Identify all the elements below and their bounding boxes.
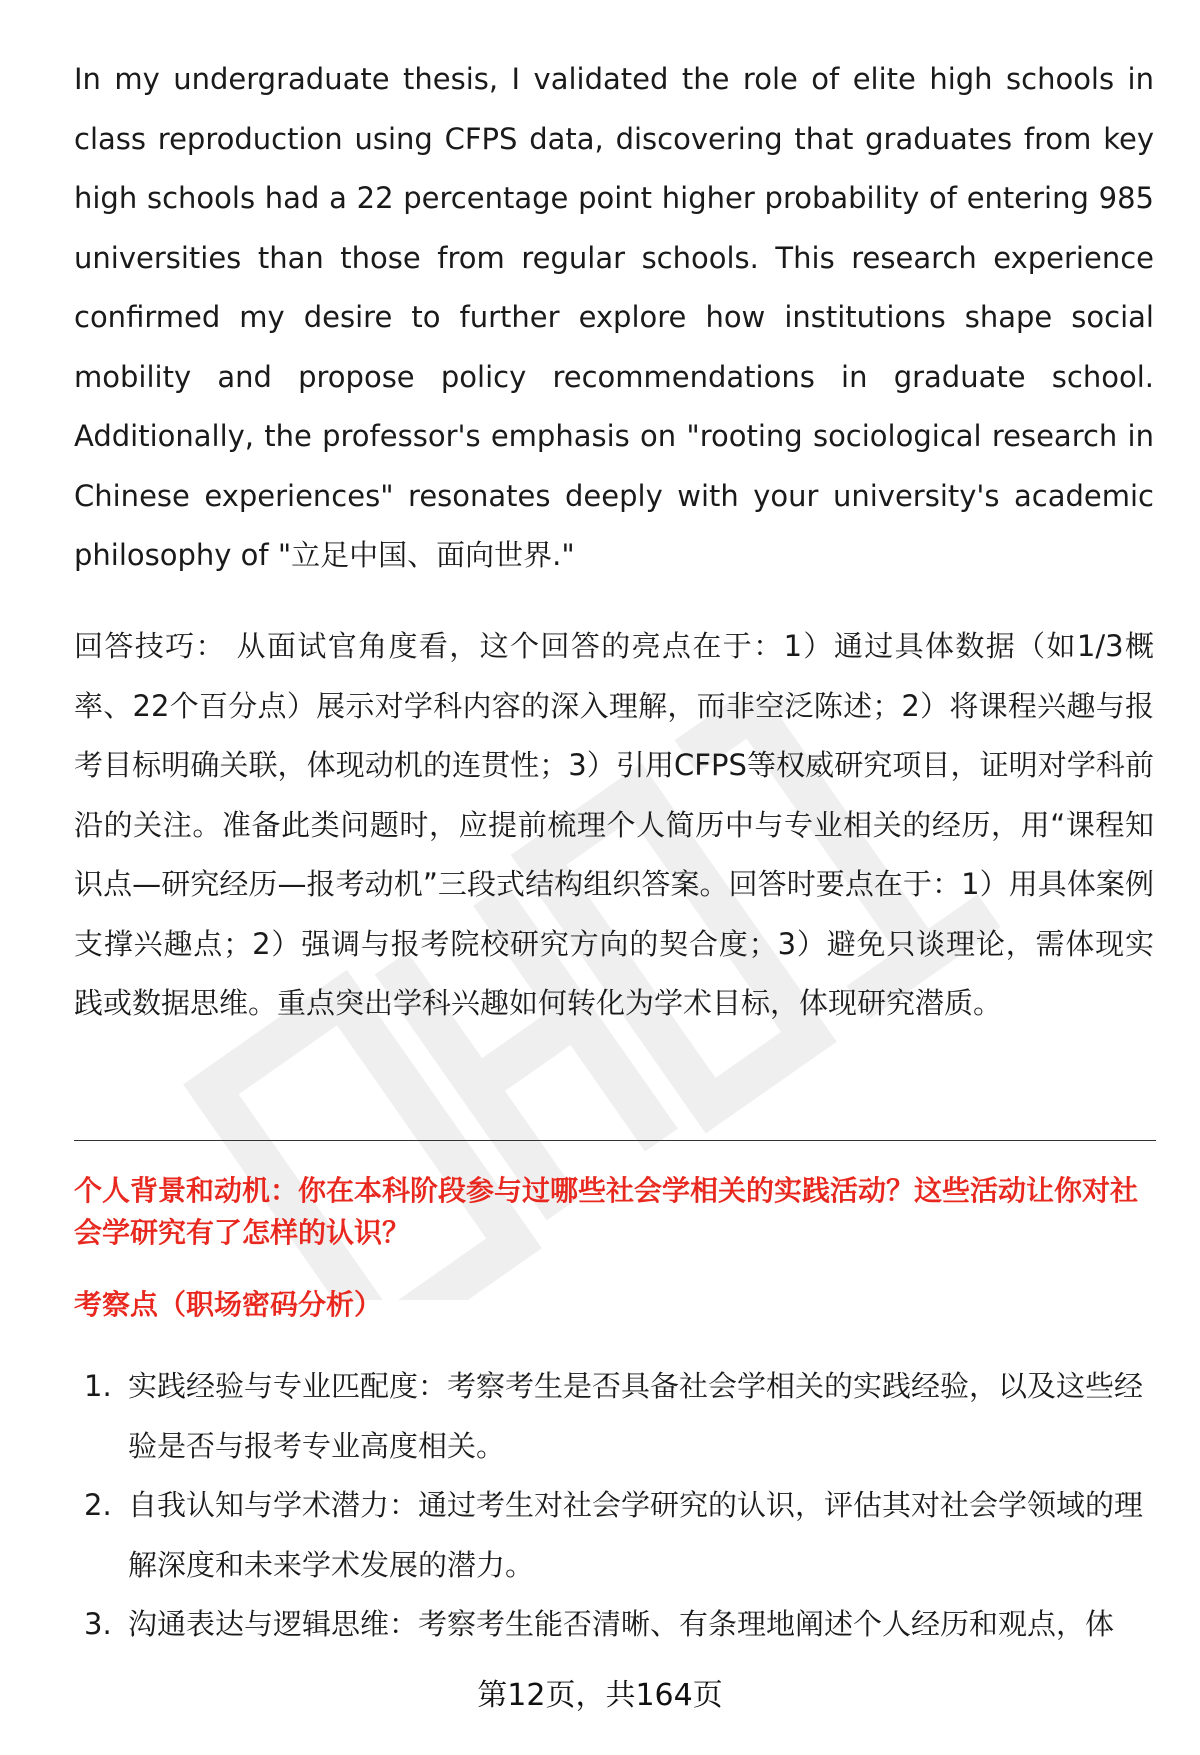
list-item	[74, 1476, 1156, 1595]
list-item	[74, 1357, 1156, 1476]
list-item-number: 3.	[84, 1607, 112, 1641]
answer-tips-paragraph: 回答技巧： 从面试官角度看，这个回答的亮点在于：1）通过具体数据（如1/3概率、22个百分点）展示对学科内容的深入理解，而非空泛陈述；2）将课程兴趣与报考目标明确关联，体现动机的连贯性；3）引用CFPS等权威研究项目，证明对学科前沿的关注。准备此类问题时，应提前梳理个人简历中与专业相关的经历，用“课程知识点—研究经历—报考动机”三段式结构组织答案。回答时要点在于：1）用具体案例支撑兴趣点；2）强调与报考院校研究方向的契合度；3）避免只谈理论，需体现实践或数据思维。重点突出学科兴趣如何转化为学术目标，体现研究潜质。	[74, 629, 1154, 1020]
page-number-footer: 第12页，共164页	[477, 1678, 723, 1713]
list-item-number: 2.	[84, 1488, 112, 1522]
section-divider	[74, 1140, 1156, 1141]
list-item-text: 沟通表达与逻辑思维：考察考生能否清晰、有条理地阐述个人经历和观点，体	[128, 1607, 1115, 1641]
question-heading: 个人背景和动机：你在本科阶段参与过哪些社会学相关的实践活动？这些活动让你对社会学研究有了怎样的认识？	[74, 1174, 1139, 1249]
assessment-points-title: 考察点（职场密码分析）	[74, 1288, 383, 1321]
list-item	[74, 1595, 1156, 1655]
english-answer-paragraph: In my undergraduate thesis, I validated the role of elite high schools in class reproduction using CFPS data, discovering that graduates from key high schools had a 22 percentage point higher probability of entering 985 universities than those from regular schools. This research experience confirmed my desire to further explore how institutions shape social mobility and propose policy recommendations in graduate school. Additionally, the professor's emphasis on "rooting sociological research in Chinese experiences" resonates deeply with your university's academic philosophy of "立足中国、面向世界."	[74, 62, 1154, 572]
assessment-points-list	[74, 1357, 1156, 1655]
list-item-text: 自我认知与学术潜力：通过考生对社会学研究的认识，评估其对社会学领域的理解深度和未来学术发展的潜力。	[128, 1488, 1144, 1582]
list-item-text: 实践经验与专业匹配度：考察考生是否具备社会学相关的实践经验，以及这些经验是否与报考专业高度相关。	[128, 1369, 1144, 1463]
list-item-number: 1.	[84, 1369, 112, 1403]
